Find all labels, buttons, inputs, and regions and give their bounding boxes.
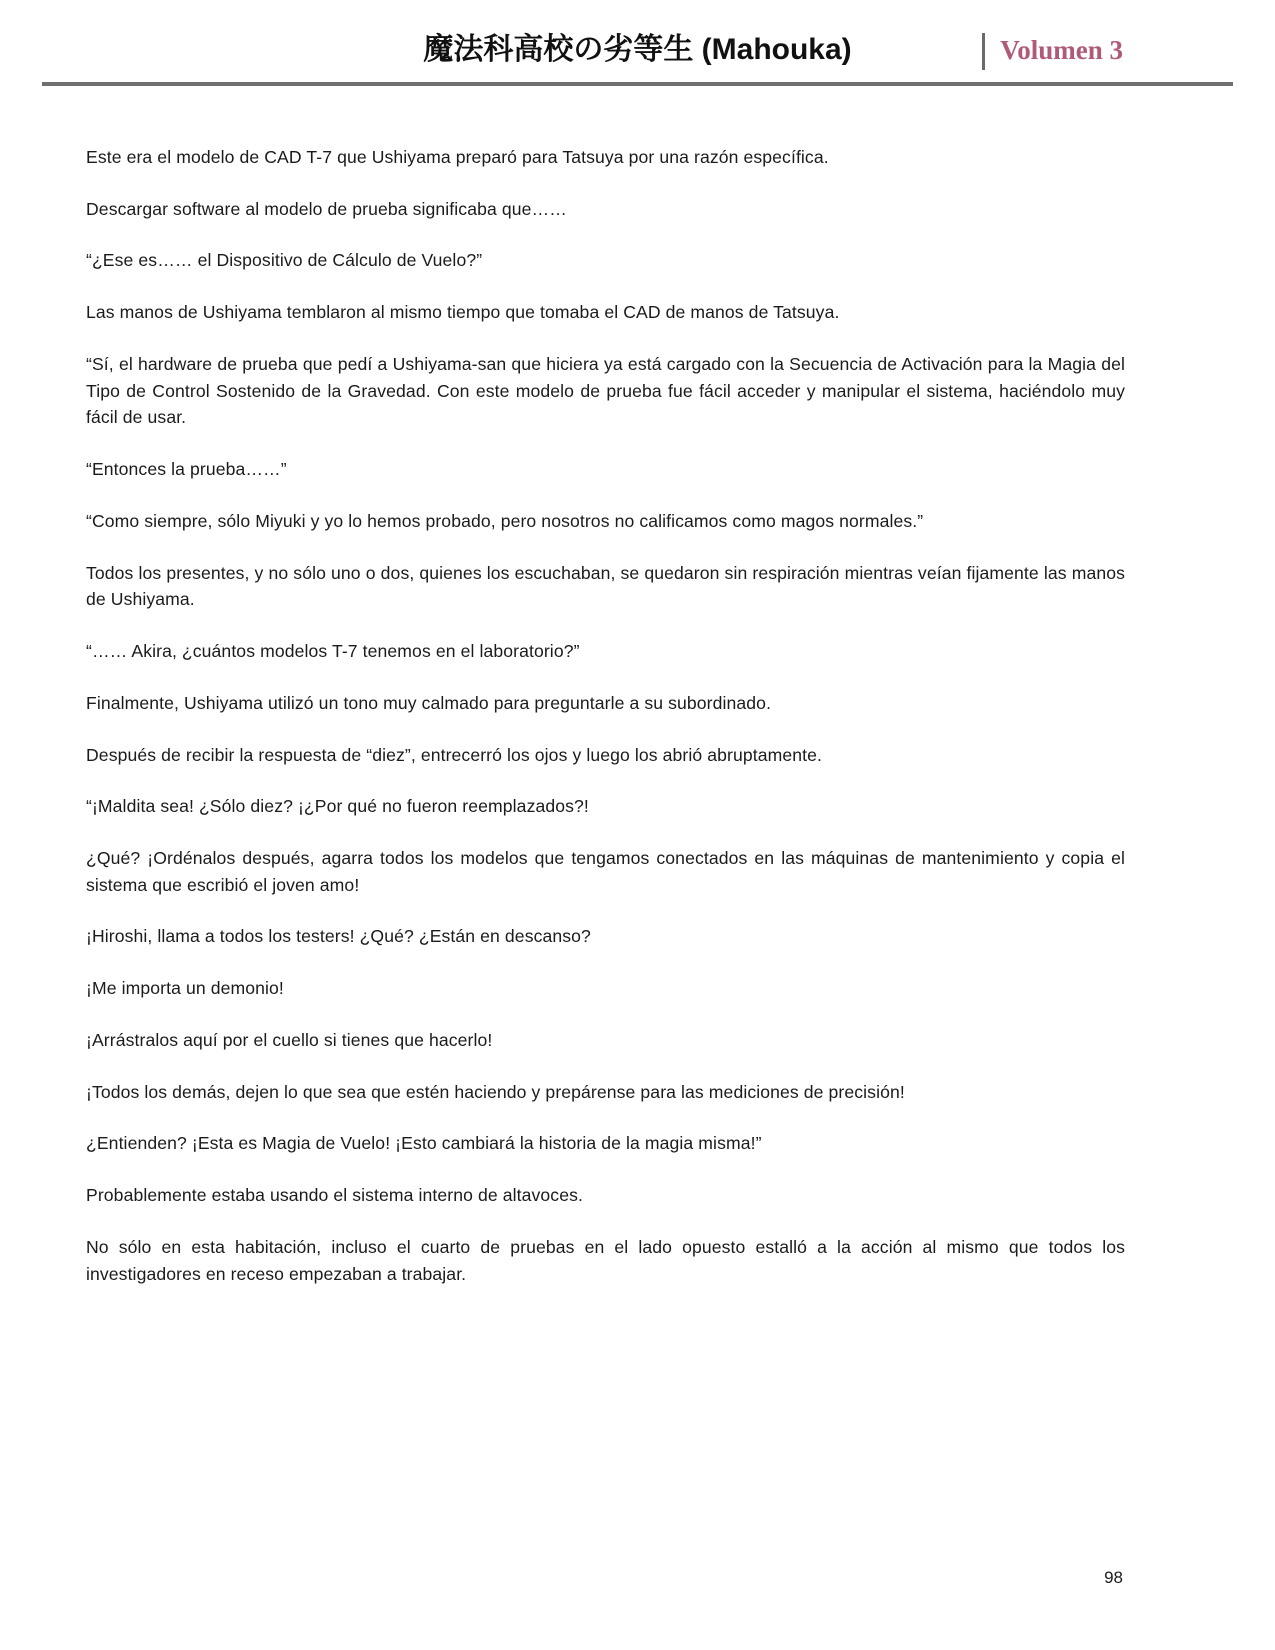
paragraph: ¿Qué? ¡Ordénalos después, agarra todos los modelos que tengamos conectados en las máquinas de mantenimiento y copia el sistema que escribió el joven amo! [86,848,1125,895]
paragraph: ¡Arrástralos aquí por el cuello si tienes que hacerlo! [86,1029,493,1050]
book-title-japanese: 魔法科高校の劣等生 [423,32,694,67]
paragraph: Todos los presentes, y no sólo uno o dos, quienes los escuchaban, se quedaron sin respiración mientras veían fijamente las manos de Ushiyama. [86,562,1125,610]
page-number: 98 [1104,1568,1123,1587]
paragraph: “Sí, el hardware de prueba que pedí a Ushiyama-san que hiciera ya está cargado con la Secuencia de Activación para la Magia del Tipo de Control Sostenido de la Gravedad. Con este modelo de prueba fue fácil acceder y manipular el sistema, haciéndolo muy fácil de usar. [86,353,1125,428]
paragraph: Probablemente estaba usando el sistema interno de altavoces. [86,1185,583,1206]
paragraph: ¿Entienden? ¡Esta es Magia de Vuelo! ¡Esto cambiará la historia de la magia misma!” [86,1133,762,1154]
paragraph: No sólo en esta habitación, incluso el cuarto de pruebas en el lado opuesto estalló a la acción al mismo que todos los investigadores en receso empezaban a trabajar. [86,1236,1125,1284]
paragraph: “¡Maldita sea! ¿Sólo diez? ¡¿Por qué no fueron reemplazados?! [86,796,589,817]
paragraph: ¡Hiroshi, llama a todos los testers! ¿Qué? ¿Están en descanso? [86,926,591,947]
page-header [0,0,1275,92]
header-divider [42,82,1233,86]
paragraph: ¡Todos los demás, dejen lo que sea que estén haciendo y prepárense para las mediciones de precisión! [86,1081,905,1102]
paragraph: ¡Me importa un demonio! [86,978,284,999]
paragraph: “¿Ese es…… el Dispositivo de Cálculo de Vuelo?” [86,250,483,271]
paragraph: Después de recibir la respuesta de “diez”, entrecerró los ojos y luego los abrió abruptamente. [86,744,823,765]
book-title-romaji: (Mahouka) [693,33,852,66]
paragraph: Este era el modelo de CAD T-7 que Ushiyama preparó para Tatsuya por una razón específica. [86,147,829,167]
page-footer [0,1568,1275,1588]
paragraph: “…… Akira, ¿cuántos modelos T-7 tenemos en el laboratorio?” [86,641,580,662]
header-inner [42,0,1233,78]
paragraph: Las manos de Ushiyama temblaron al mismo tiempo que tomaba el CAD de manos de Tatsuya. [86,302,840,323]
paragraph: Finalmente, Ushiyama utilizó un tono muy calmado para preguntarle a su subordinado. [86,692,772,713]
volume-label: Volumen 3 [982,35,1123,66]
paragraph: Descargar software al modelo de prueba significaba que…… [86,198,567,219]
page-content [0,92,1275,1287]
paragraph: “Entonces la prueba……” [86,459,287,480]
paragraph: “Como siempre, sólo Miyuki y yo lo hemos probado, pero nosotros no calificamos como magos normales.” [86,510,924,531]
